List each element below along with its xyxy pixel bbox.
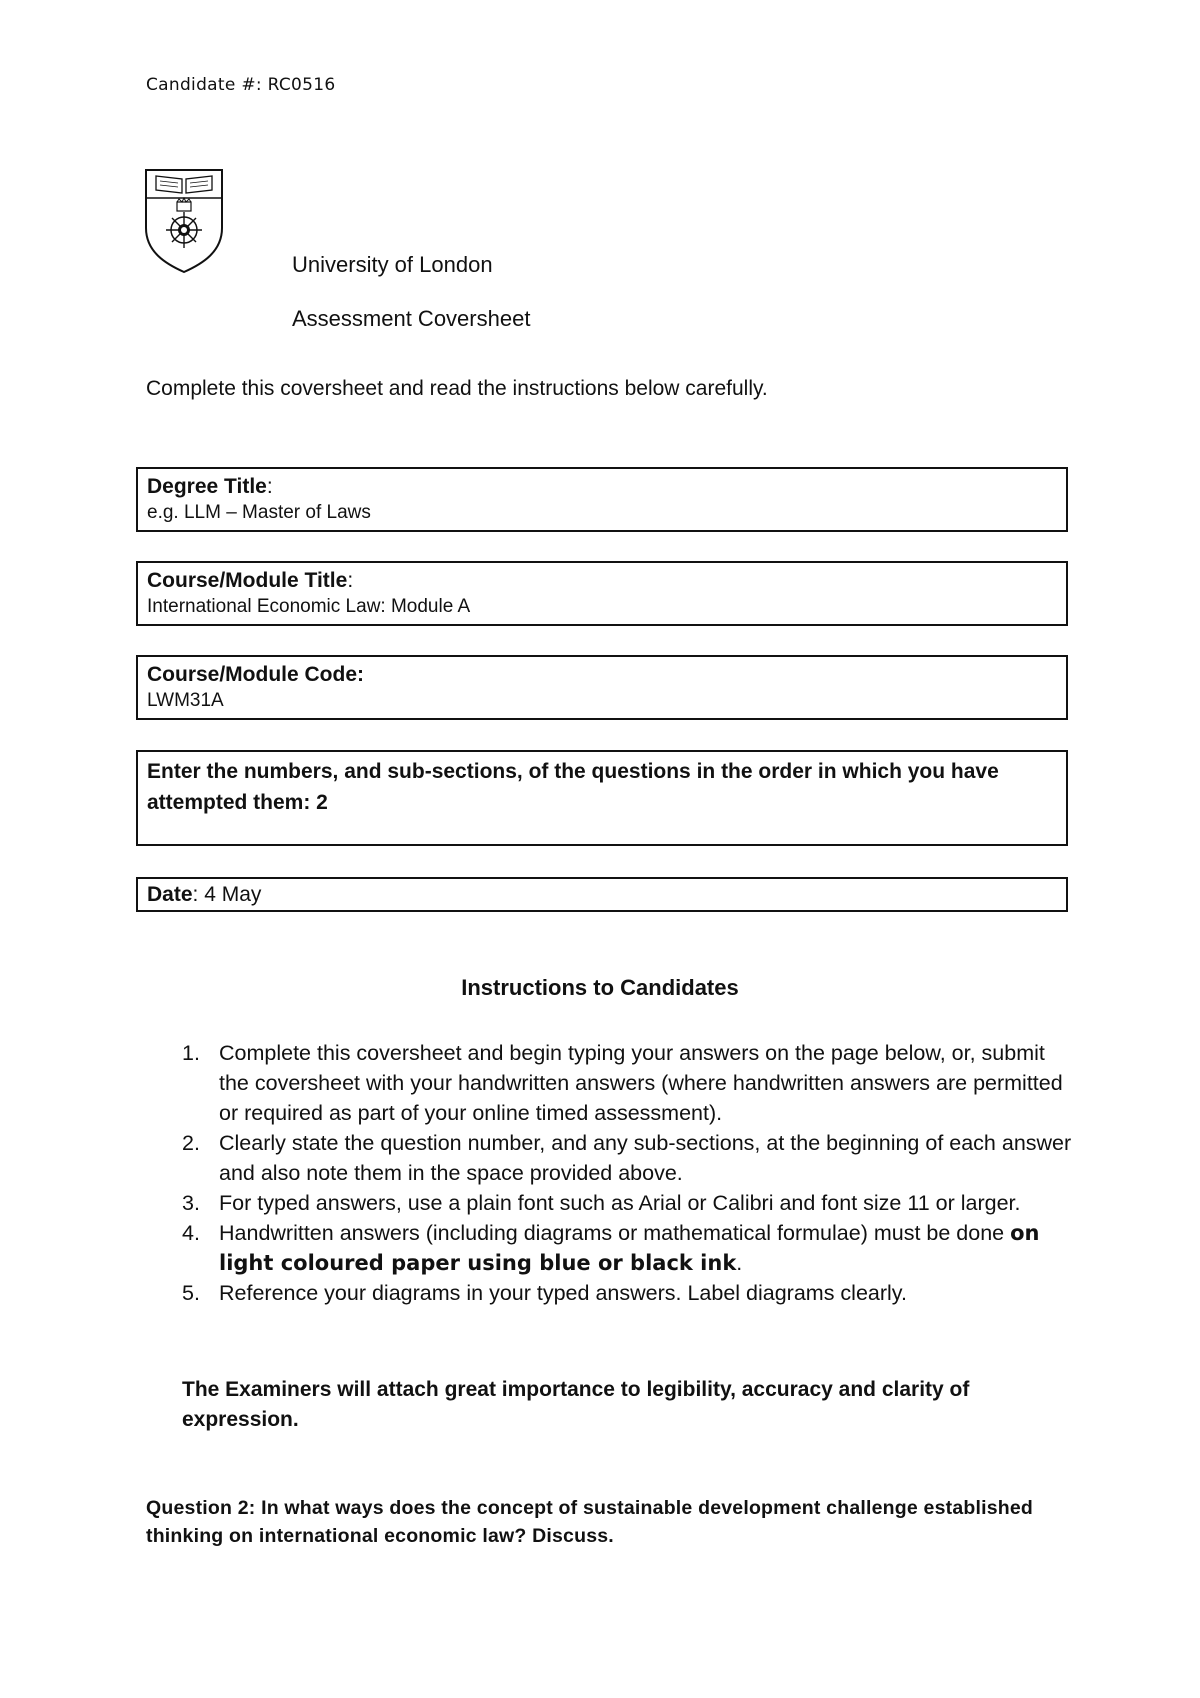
course-code-value: LWM31A [147, 690, 224, 711]
course-title-colon: : [347, 569, 354, 592]
degree-title-colon: : [266, 475, 273, 498]
list-item-text: Reference your diagrams in your typed answers. Label diagrams clearly. [219, 1281, 907, 1305]
list-item-text: Complete this coversheet and begin typing your answers on the page below, or, submit the coversheet with your handwritten answers (where handwritten answers are permitted or required as part of your online timed assessment). [219, 1041, 1063, 1125]
degree-title-field[interactable] [136, 467, 1068, 532]
date-value: : 4 May [192, 883, 262, 906]
question-order-field[interactable] [136, 750, 1068, 846]
university-name: University of London [292, 252, 493, 277]
intro-text: Complete this coversheet and read the instructions below carefully. [146, 377, 768, 400]
list-item [182, 1218, 1072, 1278]
list-item-text: Handwritten answers (including diagrams or mathematical formulae) must be done [219, 1221, 1011, 1245]
list-number: 1. [182, 1041, 200, 1065]
course-title-value: International Economic Law: Module A [147, 596, 471, 617]
course-title-label: Course/Module Title [147, 569, 348, 592]
list-item [182, 1128, 1072, 1188]
degree-title-value: e.g. LLM – Master of Laws [147, 502, 371, 523]
question-order-label: Enter the numbers, and sub-sections, of the questions in the order in which you have attempted them: 2 [147, 760, 999, 814]
list-number: 5. [182, 1281, 200, 1305]
list-item-emphasis: on light coloured paper using blue or black ink [219, 1221, 1040, 1275]
list-item-text: For typed answers, use a plain font such as Arial or Calibri and font size 11 or larger. [219, 1191, 1021, 1215]
candidate-number: Candidate #: RC0516 [146, 75, 336, 95]
course-code-field[interactable] [136, 655, 1068, 720]
sheet-title: Assessment Coversheet [292, 306, 531, 331]
course-code-label: Course/Module Code: [147, 663, 365, 686]
list-item [182, 1038, 1072, 1128]
question-text: Question 2: In what ways does the concept of sustainable development challenge established thinking on international economic law? Discuss. [146, 1497, 1034, 1547]
date-field[interactable] [136, 877, 1068, 912]
list-number: 2. [182, 1131, 200, 1155]
date-label: Date [147, 883, 193, 906]
course-title-field[interactable] [136, 561, 1068, 626]
university-crest-icon [144, 168, 224, 274]
instructions-list [182, 1038, 1072, 1308]
list-item [182, 1278, 1072, 1308]
list-item-text: Clearly state the question number, and any sub-sections, at the beginning of each answer and also note them in the space provided above. [219, 1131, 1072, 1185]
examiners-note: The Examiners will attach great importance to legibility, accuracy and clarity of expression. [182, 1378, 970, 1431]
list-number: 4. [182, 1221, 200, 1245]
list-item [182, 1188, 1072, 1218]
instructions-heading: Instructions to Candidates [461, 975, 739, 1000]
degree-title-label: Degree Title [147, 475, 267, 498]
list-item-tail: . [736, 1251, 743, 1275]
list-number: 3. [182, 1191, 200, 1215]
